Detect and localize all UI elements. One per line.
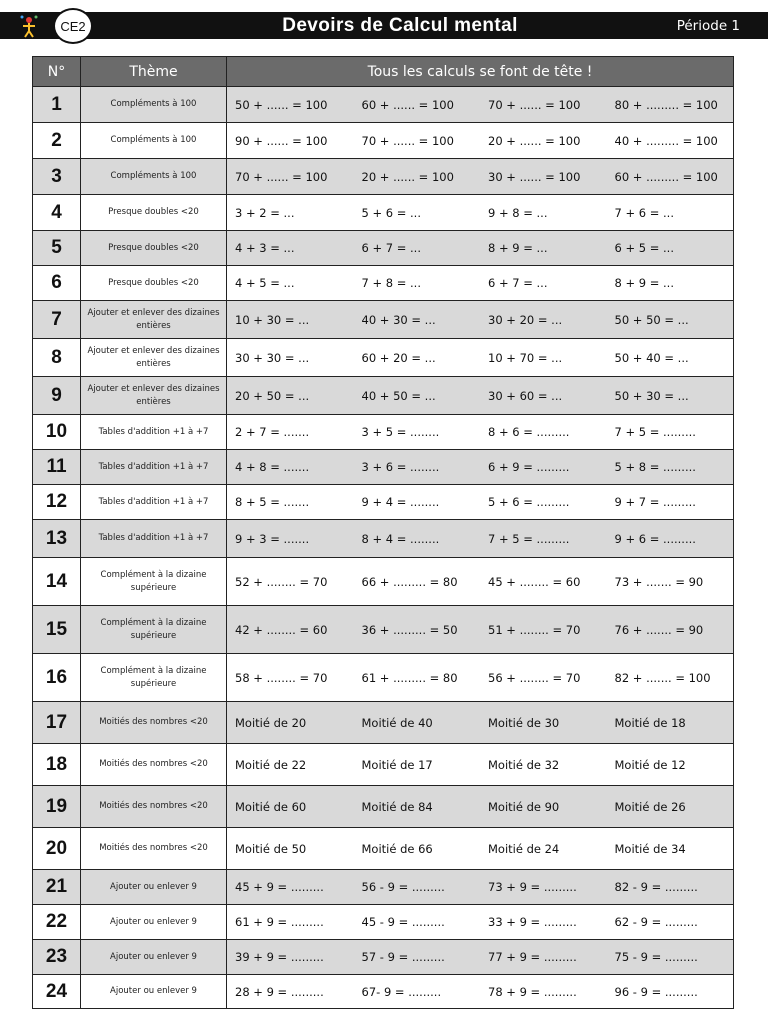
row-number: 13 bbox=[33, 520, 81, 558]
calc-item: 8 + 5 = ....... bbox=[235, 495, 310, 509]
row-number: 22 bbox=[33, 905, 81, 940]
calc-item: 66 + ......... = 80 bbox=[361, 574, 458, 589]
row-calcs bbox=[227, 940, 734, 975]
row-calcs bbox=[227, 905, 734, 940]
table-row bbox=[33, 266, 734, 301]
calc-item: 7 + 5 = ......... bbox=[614, 425, 696, 439]
row-number: 9 bbox=[33, 377, 81, 415]
calc-item: 20 + 50 = ... bbox=[235, 388, 310, 403]
table-row bbox=[33, 654, 734, 702]
row-theme: Tables d'addition +1 à +7 bbox=[81, 450, 227, 485]
calc-item: 6 + 9 = ......... bbox=[488, 460, 570, 474]
calc-item: 4 + 5 = ... bbox=[235, 276, 295, 290]
row-number: 10 bbox=[33, 415, 81, 450]
calc-item: 5 + 8 = ......... bbox=[614, 460, 696, 474]
calc-item: Moitié de 84 bbox=[361, 799, 433, 814]
calc-item: 67- 9 = ......... bbox=[361, 984, 442, 999]
calc-item: Moitié de 60 bbox=[235, 799, 307, 814]
calc-item: 6 + 7 = ... bbox=[361, 241, 421, 255]
calc-item: 42 + ........ = 60 bbox=[235, 622, 328, 637]
row-number: 11 bbox=[33, 450, 81, 485]
row-theme: Compléments à 100 bbox=[81, 123, 227, 159]
calc-item: 9 + 7 = ......... bbox=[614, 495, 696, 509]
table-row bbox=[33, 231, 734, 266]
calc-item: 52 + ........ = 70 bbox=[235, 574, 328, 589]
table-row bbox=[33, 558, 734, 606]
calc-item: 82 + ....... = 100 bbox=[614, 670, 711, 685]
table-row bbox=[33, 485, 734, 520]
table-row bbox=[33, 905, 734, 940]
calc-item: 60 + 20 = ... bbox=[361, 350, 436, 365]
table-row bbox=[33, 606, 734, 654]
row-number: 17 bbox=[33, 702, 81, 744]
calc-item: 30 + ...... = 100 bbox=[488, 169, 581, 184]
row-calcs bbox=[227, 301, 734, 339]
calc-item: 20 + ...... = 100 bbox=[488, 133, 581, 148]
table-row bbox=[33, 339, 734, 377]
row-number: 23 bbox=[33, 940, 81, 975]
calc-item: 76 + ....... = 90 bbox=[614, 622, 704, 637]
row-calcs bbox=[227, 450, 734, 485]
table-row bbox=[33, 415, 734, 450]
calc-item: 8 + 9 = ... bbox=[488, 241, 548, 255]
row-number: 1 bbox=[33, 87, 81, 123]
calc-item: 50 + 50 = ... bbox=[614, 312, 689, 327]
calc-item: 61 + 9 = ......... bbox=[235, 915, 324, 929]
calc-item: 62 - 9 = ......... bbox=[614, 915, 698, 929]
row-calcs bbox=[227, 975, 734, 1009]
row-theme: Moitiés des nombres <20 bbox=[81, 828, 227, 870]
calc-item: 45 + ........ = 60 bbox=[488, 574, 581, 589]
row-calcs bbox=[227, 654, 734, 702]
table-header-row bbox=[33, 57, 734, 87]
calc-item: 6 + 5 = ... bbox=[614, 241, 674, 255]
calc-item: 58 + ........ = 70 bbox=[235, 670, 328, 685]
calc-item: 6 + 7 = ... bbox=[488, 276, 548, 290]
calc-item: 9 + 3 = ....... bbox=[235, 531, 310, 546]
calc-item: 9 + 6 = ......... bbox=[614, 531, 696, 546]
calc-item: 20 + ...... = 100 bbox=[361, 169, 454, 184]
calc-item: 90 + ...... = 100 bbox=[235, 133, 328, 148]
col-header-theme: Thème bbox=[81, 57, 227, 87]
row-number: 4 bbox=[33, 195, 81, 231]
row-number: 19 bbox=[33, 786, 81, 828]
row-calcs bbox=[227, 266, 734, 301]
row-number: 15 bbox=[33, 606, 81, 654]
calc-item: 30 + 30 = ... bbox=[235, 350, 310, 365]
calc-item: 40 + 50 = ... bbox=[361, 388, 436, 403]
calc-item: 73 + ....... = 90 bbox=[614, 574, 704, 589]
calc-item: 5 + 6 = ......... bbox=[488, 495, 570, 509]
row-theme: Compléments à 100 bbox=[81, 87, 227, 123]
row-number: 18 bbox=[33, 744, 81, 786]
row-number: 21 bbox=[33, 870, 81, 905]
row-theme: Ajouter et enlever des dizaines entières bbox=[81, 339, 227, 377]
calc-item: Moitié de 12 bbox=[614, 757, 686, 772]
row-calcs bbox=[227, 231, 734, 266]
calc-item: 40 + 30 = ... bbox=[361, 312, 436, 327]
row-theme: Complément à la dizaine supérieure bbox=[81, 654, 227, 702]
calc-item: 39 + 9 = ......... bbox=[235, 950, 324, 964]
row-number: 5 bbox=[33, 231, 81, 266]
calc-item: 10 + 30 = ... bbox=[235, 312, 310, 327]
calc-item: 82 - 9 = ......... bbox=[614, 880, 698, 894]
table-row bbox=[33, 450, 734, 485]
calc-item: 4 + 8 = ....... bbox=[235, 460, 310, 474]
calc-item: 50 + ...... = 100 bbox=[235, 97, 328, 112]
row-calcs bbox=[227, 485, 734, 520]
calc-item: Moitié de 40 bbox=[361, 715, 433, 730]
row-calcs bbox=[227, 786, 734, 828]
calc-item: 9 + 4 = ........ bbox=[361, 495, 440, 509]
row-calcs bbox=[227, 415, 734, 450]
calc-item: 70 + ...... = 100 bbox=[488, 97, 581, 112]
table-row bbox=[33, 940, 734, 975]
calc-item: 30 + 20 = ... bbox=[488, 312, 563, 327]
table-row bbox=[33, 520, 734, 558]
row-calcs bbox=[227, 87, 734, 123]
calc-item: 30 + 60 = ... bbox=[488, 388, 563, 403]
row-number: 3 bbox=[33, 159, 81, 195]
row-calcs bbox=[227, 870, 734, 905]
calc-item: Moitié de 90 bbox=[488, 799, 560, 814]
table-row bbox=[33, 87, 734, 123]
row-calcs bbox=[227, 558, 734, 606]
calc-item: 45 - 9 = ......... bbox=[361, 915, 445, 929]
row-theme: Ajouter ou enlever 9 bbox=[81, 905, 227, 940]
row-theme: Ajouter et enlever des dizaines entières bbox=[81, 301, 227, 339]
row-theme: Ajouter ou enlever 9 bbox=[81, 870, 227, 905]
row-theme: Moitiés des nombres <20 bbox=[81, 786, 227, 828]
calc-item: 5 + 6 = ... bbox=[361, 205, 421, 220]
calc-item: 7 + 6 = ... bbox=[614, 205, 674, 220]
row-calcs bbox=[227, 828, 734, 870]
table-row bbox=[33, 975, 734, 1009]
row-calcs bbox=[227, 159, 734, 195]
calc-item: 8 + 6 = ......... bbox=[488, 425, 570, 439]
col-header-calcs: Tous les calculs se font de tête ! bbox=[227, 57, 734, 87]
calc-item: 8 + 9 = ... bbox=[614, 276, 674, 290]
calc-item: 3 + 6 = ........ bbox=[361, 460, 440, 474]
table-row bbox=[33, 744, 734, 786]
row-calcs bbox=[227, 606, 734, 654]
level-badge: CE2 bbox=[53, 8, 93, 44]
row-calcs bbox=[227, 520, 734, 558]
row-theme: Presque doubles <20 bbox=[81, 195, 227, 231]
calc-item: Moitié de 26 bbox=[614, 799, 686, 814]
row-number: 7 bbox=[33, 301, 81, 339]
row-theme: Moitiés des nombres <20 bbox=[81, 744, 227, 786]
row-theme: Moitiés des nombres <20 bbox=[81, 702, 227, 744]
table-row bbox=[33, 195, 734, 231]
calc-item: 33 + 9 = ......... bbox=[488, 915, 577, 929]
calc-item: 50 + 40 = ... bbox=[614, 350, 689, 365]
calc-item: Moitié de 17 bbox=[361, 757, 433, 772]
row-theme: Tables d'addition +1 à +7 bbox=[81, 520, 227, 558]
page-title: Devoirs de Calcul mental bbox=[282, 15, 518, 36]
calc-item: Moitié de 20 bbox=[235, 715, 307, 730]
row-theme: Ajouter et enlever des dizaines entières bbox=[81, 377, 227, 415]
col-header-number: N° bbox=[33, 57, 81, 87]
row-number: 12 bbox=[33, 485, 81, 520]
row-theme: Compléments à 100 bbox=[81, 159, 227, 195]
calc-item: 56 - 9 = ......... bbox=[361, 880, 445, 894]
calc-item: 70 + ...... = 100 bbox=[361, 133, 454, 148]
calc-item: 7 + 8 = ... bbox=[361, 276, 421, 290]
row-calcs bbox=[227, 195, 734, 231]
calc-item: 61 + ......... = 80 bbox=[361, 670, 458, 685]
table-row bbox=[33, 786, 734, 828]
calc-item: 3 + 2 = ... bbox=[235, 205, 295, 220]
table-row bbox=[33, 828, 734, 870]
calc-item: 78 + 9 = ......... bbox=[488, 984, 577, 999]
row-theme: Tables d'addition +1 à +7 bbox=[81, 415, 227, 450]
row-theme: Ajouter ou enlever 9 bbox=[81, 975, 227, 1009]
calc-item: 2 + 7 = ....... bbox=[235, 425, 310, 439]
calc-item: 9 + 8 = ... bbox=[488, 205, 548, 220]
calc-item: 10 + 70 = ... bbox=[488, 350, 563, 365]
table-row bbox=[33, 377, 734, 415]
row-theme: Presque doubles <20 bbox=[81, 231, 227, 266]
calc-item: 7 + 5 = ......... bbox=[488, 531, 570, 546]
calc-table bbox=[32, 56, 734, 1009]
calc-item: 45 + 9 = ......... bbox=[235, 880, 324, 894]
calc-item: 36 + ......... = 50 bbox=[361, 622, 458, 637]
row-theme: Tables d'addition +1 à +7 bbox=[81, 485, 227, 520]
row-calcs bbox=[227, 339, 734, 377]
calc-item: Moitié de 22 bbox=[235, 757, 307, 772]
calc-item: 77 + 9 = ......... bbox=[488, 950, 577, 964]
calc-item: 4 + 3 = ... bbox=[235, 241, 295, 255]
calc-item: Moitié de 34 bbox=[614, 841, 686, 856]
calc-item: 60 + ......... = 100 bbox=[614, 169, 718, 184]
row-number: 2 bbox=[33, 123, 81, 159]
calc-item: 96 - 9 = ......... bbox=[614, 984, 698, 999]
calc-item: 80 + ......... = 100 bbox=[614, 97, 718, 112]
row-number: 6 bbox=[33, 266, 81, 301]
row-calcs bbox=[227, 744, 734, 786]
table-row bbox=[33, 159, 734, 195]
calc-item: Moitié de 24 bbox=[488, 841, 560, 856]
star-figure-icon bbox=[14, 11, 44, 41]
calc-item: 50 + 30 = ... bbox=[614, 388, 689, 403]
calc-item: 40 + ......... = 100 bbox=[614, 133, 718, 148]
row-theme: Ajouter ou enlever 9 bbox=[81, 940, 227, 975]
calc-item: 8 + 4 = ........ bbox=[361, 531, 440, 546]
row-number: 20 bbox=[33, 828, 81, 870]
calc-item: 57 - 9 = ......... bbox=[361, 950, 445, 964]
row-number: 8 bbox=[33, 339, 81, 377]
row-number: 24 bbox=[33, 975, 81, 1009]
calc-item: 3 + 5 = ........ bbox=[361, 425, 440, 439]
row-calcs bbox=[227, 702, 734, 744]
row-theme: Complément à la dizaine supérieure bbox=[81, 606, 227, 654]
calc-item: 75 - 9 = ......... bbox=[614, 950, 698, 964]
row-calcs bbox=[227, 377, 734, 415]
calc-item: Moitié de 30 bbox=[488, 715, 560, 730]
calc-item: Moitié de 18 bbox=[614, 715, 686, 730]
calc-item: 73 + 9 = ......... bbox=[488, 880, 577, 894]
calc-item: 70 + ...... = 100 bbox=[235, 169, 328, 184]
calc-item: Moitié de 50 bbox=[235, 841, 307, 856]
table-row bbox=[33, 870, 734, 905]
row-calcs bbox=[227, 123, 734, 159]
calc-item: Moitié de 66 bbox=[361, 841, 433, 856]
table-row bbox=[33, 301, 734, 339]
calc-item: 60 + ...... = 100 bbox=[361, 97, 454, 112]
calc-item: 28 + 9 = ......... bbox=[235, 984, 324, 999]
row-number: 16 bbox=[33, 654, 81, 702]
row-theme: Complément à la dizaine supérieure bbox=[81, 558, 227, 606]
calc-item: 51 + ........ = 70 bbox=[488, 622, 581, 637]
row-number: 14 bbox=[33, 558, 81, 606]
table-row bbox=[33, 123, 734, 159]
row-theme: Presque doubles <20 bbox=[81, 266, 227, 301]
calc-item: 56 + ........ = 70 bbox=[488, 670, 581, 685]
calc-item: Moitié de 32 bbox=[488, 757, 560, 772]
period-label: Période 1 bbox=[676, 18, 740, 34]
table-row bbox=[33, 702, 734, 744]
